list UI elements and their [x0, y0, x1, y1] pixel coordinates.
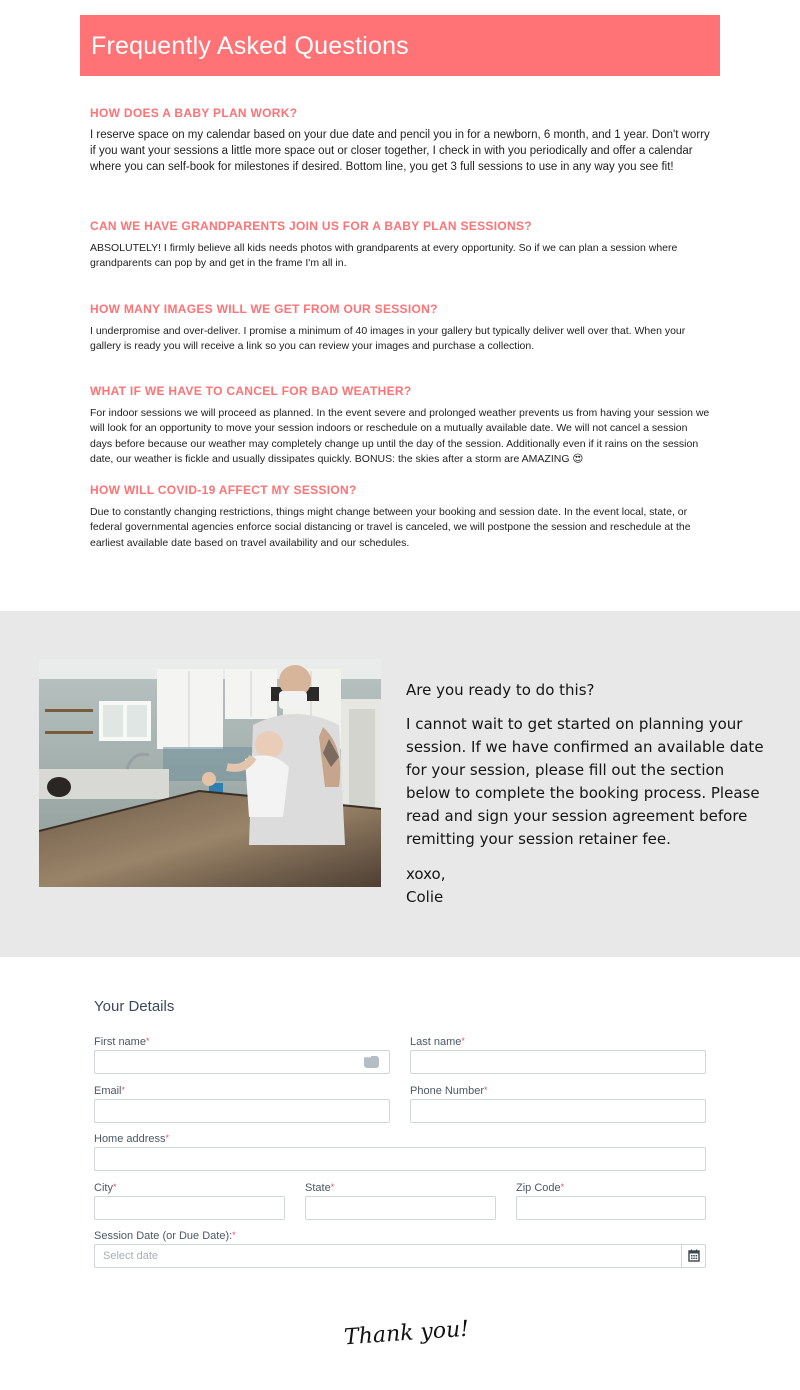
family-kitchen-photo	[39, 659, 381, 887]
faq-item	[90, 301, 712, 355]
faq-question: WHAT IF WE HAVE TO CANCEL FOR BAD WEATHER?	[90, 384, 412, 398]
state-label-text: State	[305, 1182, 331, 1194]
faq-item	[90, 218, 712, 272]
zip-group	[516, 1182, 706, 1196]
faq-answer: ABSOLUTELY! I firmly believe all kids needs photos with grandparents at every opportunity. So if we can plan a session where grandparents can pop by and get in the frame I'm all in.	[90, 242, 678, 270]
required-mark: *	[330, 1182, 335, 1192]
phone-group	[410, 1085, 706, 1099]
faq-answer: Due to constantly changing restrictions, things might change between your booking and session date. In the event local, state, or federal governmental agencies enforce social distancing or travel is canceled, we will postpone the session and reschedule at the earliest available date based on travel availability and our schedules.	[90, 506, 691, 549]
first-name-label-text: First name	[94, 1036, 146, 1048]
promo-question: Are you ready to do this?	[406, 681, 595, 699]
faq-answer: I underpromise and over-deliver. I promise a minimum of 40 images in your gallery but typically deliver well over that. When your gallery is ready you will receive a link so you can review your images and purchase a collection.	[90, 325, 686, 353]
address-label-text: Home address	[94, 1133, 166, 1145]
thank-you-signature: Thank you!	[343, 1316, 470, 1351]
city-input[interactable]	[94, 1196, 285, 1220]
phone-label-text: Phone Number	[410, 1085, 484, 1097]
calendar-icon	[682, 1245, 706, 1267]
required-mark: *	[145, 1036, 150, 1046]
last-name-group	[410, 1036, 706, 1050]
session-date-input[interactable]	[94, 1244, 706, 1268]
session-date-label-text: Session Date (or Due Date):	[94, 1230, 233, 1242]
last-name-label	[410, 1036, 706, 1050]
required-mark: *	[232, 1230, 236, 1240]
required-mark: *	[165, 1133, 170, 1143]
address-label	[94, 1133, 706, 1147]
faq-question: HOW MANY IMAGES WILL WE GET FROM OUR SESSION?	[90, 302, 438, 316]
first-name-group	[94, 1036, 390, 1050]
email-label-text: Email	[94, 1085, 122, 1097]
required-mark: *	[112, 1182, 117, 1192]
email-input[interactable]	[94, 1099, 390, 1123]
address-input[interactable]	[94, 1147, 706, 1171]
zip-label	[516, 1182, 706, 1196]
state-input[interactable]	[305, 1196, 496, 1220]
autofill-menu-icon[interactable]	[364, 1056, 379, 1068]
faq-answer: I reserve space on my calendar based on your due date and pencil you in for a newborn, 6 month, and 1 year. Don't worry if you want your sessions a little more space out or closer together, I check in with you periodically and offer a calendar where you can self-book for milestones if desired. Bottom line, you get 3 full sessions to use in any way you see fit!	[90, 129, 710, 173]
session-date-label	[94, 1230, 706, 1244]
faq-question: HOW WILL COVID-19 AFFECT MY SESSION?	[90, 483, 357, 497]
zip-label-text: Zip Code	[516, 1182, 561, 1194]
session-date-group	[94, 1230, 706, 1262]
email-label	[94, 1085, 390, 1099]
faq-item	[90, 105, 712, 175]
faq-banner	[80, 15, 720, 76]
city-group	[94, 1182, 285, 1196]
required-mark: *	[484, 1085, 488, 1095]
faq-question: HOW DOES A BABY PLAN WORK?	[90, 106, 298, 120]
promo-section	[0, 611, 800, 957]
promo-body: I cannot wait to get started on planning your session. If we have confirmed an available date for your session, please fill out the section below to complete the booking process. Please read and sign your session agreement before remitting your session retainer fee.	[406, 715, 764, 848]
email-group	[94, 1085, 390, 1099]
required-mark: *	[560, 1182, 565, 1192]
faq-title: Frequently Asked Questions	[91, 32, 409, 60]
first-name-input[interactable]	[94, 1050, 390, 1074]
zip-input[interactable]	[516, 1196, 706, 1220]
faq-item	[90, 482, 712, 551]
last-name-input[interactable]	[410, 1050, 706, 1074]
address-group	[94, 1133, 706, 1147]
first-name-label	[94, 1036, 390, 1050]
city-label	[94, 1182, 285, 1196]
phone-label	[410, 1085, 706, 1099]
state-label	[305, 1182, 496, 1196]
session-date-placeholder: Select date	[103, 1250, 159, 1262]
photo-illustration	[39, 659, 381, 887]
last-name-label-text: Last name	[410, 1036, 462, 1048]
promo-text	[406, 679, 768, 909]
promo-closing: xoxo,	[406, 865, 446, 883]
promo-signoff	[406, 863, 768, 909]
faq-item	[90, 383, 712, 468]
calendar-button[interactable]	[681, 1245, 705, 1267]
promo-signature: Colie	[406, 888, 444, 906]
city-label-text: City	[94, 1182, 113, 1194]
phone-input[interactable]	[410, 1099, 706, 1123]
required-mark: *	[461, 1036, 465, 1046]
required-mark: *	[121, 1085, 126, 1095]
state-group	[305, 1182, 496, 1196]
faq-question: CAN WE HAVE GRANDPARENTS JOIN US FOR A BABY PLAN SESSIONS?	[90, 219, 532, 233]
faq-answer: For indoor sessions we will proceed as planned. In the event severe and prolonged weather prevents us from having your session we will look for an opportunity to move your session indoors or reschedule on a mutually available date. We will not cancel a session days before because our weather may completely change up until the day of the session. Additionally even if it rains on the session date, our weather is fickle and usually dissipates quickly. BONUS: the skies after a storm are AMAZING 😍	[90, 407, 710, 466]
form-title: Your Details	[94, 998, 175, 1015]
